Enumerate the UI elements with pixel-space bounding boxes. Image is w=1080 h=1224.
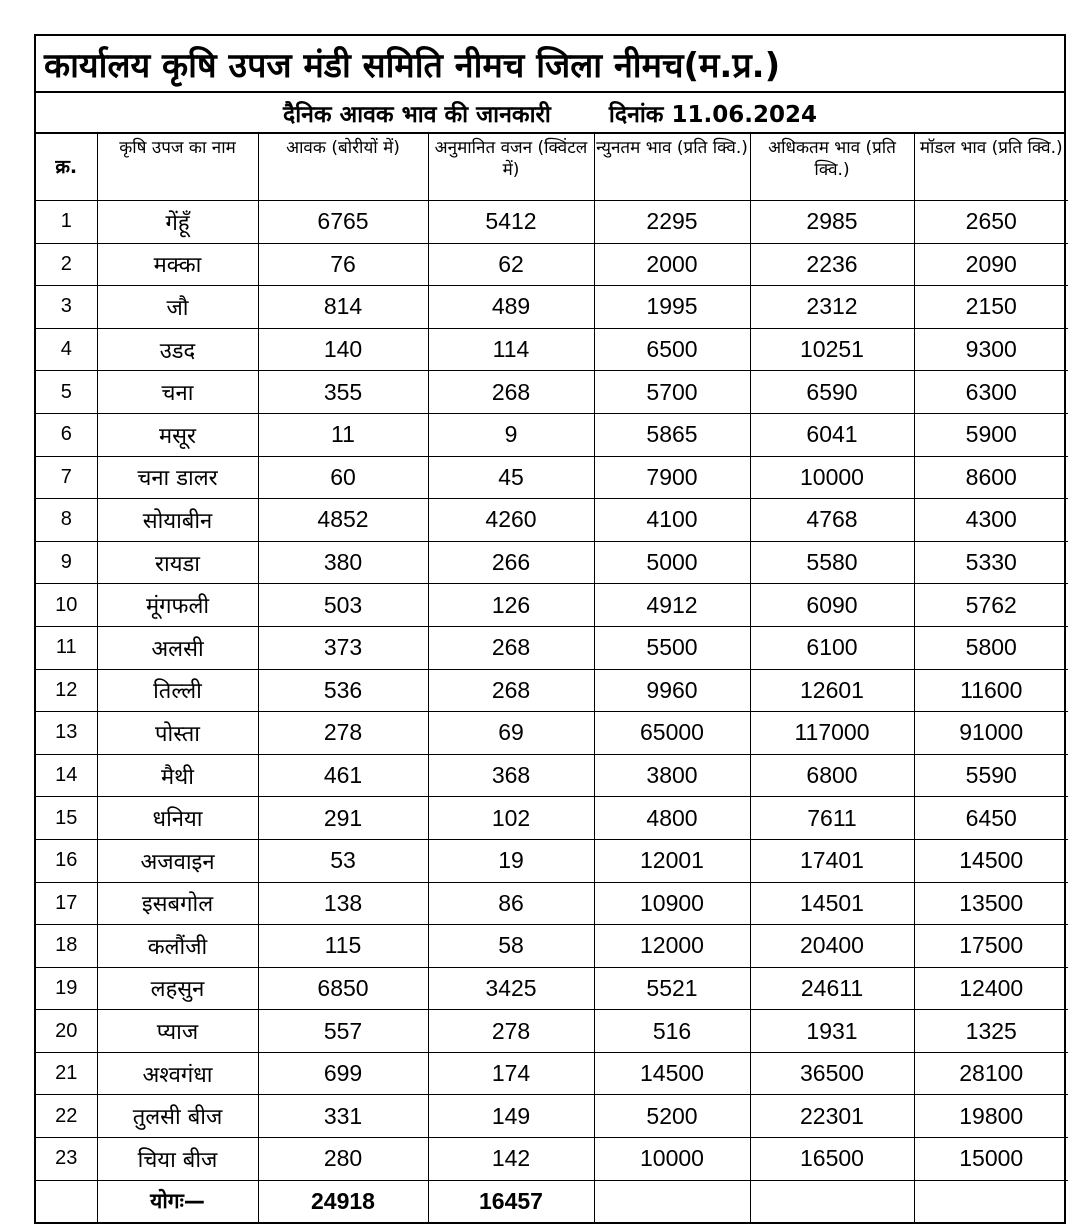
cell-crop-name: जौ	[97, 286, 258, 329]
table-row	[36, 1138, 1068, 1181]
cell-estimated-weight: 114	[428, 328, 594, 371]
cell-arrival: 291	[258, 797, 428, 840]
cell-modal-price: 6450	[914, 797, 1068, 840]
cell-max-price: 2985	[750, 201, 914, 244]
cell-modal-price: 6300	[914, 371, 1068, 414]
cell-crop-name: चना	[97, 371, 258, 414]
cell-estimated-weight: 58	[428, 925, 594, 968]
report-label: दैनिक आवक भाव की जानकारी	[283, 101, 551, 128]
cell-min-price: 5700	[594, 371, 750, 414]
cell-crop-name: कलौंजी	[97, 925, 258, 968]
cell-estimated-weight: 19	[428, 839, 594, 882]
cell-estimated-weight: 62	[428, 243, 594, 286]
cell-crop-name: अजवाइन	[97, 839, 258, 882]
cell-max-price: 16500	[750, 1138, 914, 1181]
cell-estimated-weight: 86	[428, 882, 594, 925]
cell-max-price: 6800	[750, 754, 914, 797]
cell-arrival: 503	[258, 584, 428, 627]
cell-modal-price: 5762	[914, 584, 1068, 627]
cell-max-price: 20400	[750, 925, 914, 968]
cell-crop-name: इसबगोल	[97, 882, 258, 925]
cell-min-price: 5865	[594, 413, 750, 456]
cell-serial: 16	[36, 839, 97, 882]
cell-arrival: 461	[258, 754, 428, 797]
cell-serial: 5	[36, 371, 97, 414]
cell-crop-name: तिल्ली	[97, 669, 258, 712]
table-row	[36, 754, 1068, 797]
table-row	[36, 839, 1068, 882]
table-row	[36, 286, 1068, 329]
cell-max-price: 117000	[750, 712, 914, 755]
table-row	[36, 541, 1068, 584]
cell-min-price: 4800	[594, 797, 750, 840]
cell-crop-name: अलसी	[97, 626, 258, 669]
table-row	[36, 712, 1068, 755]
cell-arrival: 11	[258, 413, 428, 456]
cell-max-price: 36500	[750, 1052, 914, 1095]
total-row	[36, 1180, 1068, 1222]
cell-min-price: 2295	[594, 201, 750, 244]
cell-modal-price: 4300	[914, 499, 1068, 542]
cell-estimated-weight: 174	[428, 1052, 594, 1095]
header-crop-name: कृषि उपज का नाम	[97, 134, 258, 201]
cell-max-price: 24611	[750, 967, 914, 1010]
table-row	[36, 456, 1068, 499]
cell-arrival: 115	[258, 925, 428, 968]
table-row	[36, 413, 1068, 456]
cell-serial: 8	[36, 499, 97, 542]
header-estimated-weight: अनुमानित वजन (क्विंटल में)	[428, 134, 594, 201]
cell-max-price: 2312	[750, 286, 914, 329]
cell-min-price: 9960	[594, 669, 750, 712]
cell-estimated-weight: 126	[428, 584, 594, 627]
cell-arrival: 380	[258, 541, 428, 584]
cell-crop-name: रायडा	[97, 541, 258, 584]
cell-serial: 12	[36, 669, 97, 712]
total-blank-cell	[594, 1180, 750, 1222]
cell-max-price: 4768	[750, 499, 914, 542]
cell-min-price: 4100	[594, 499, 750, 542]
cell-estimated-weight: 266	[428, 541, 594, 584]
header-max-price: अधिकतम भाव (प्रति क्वि.)	[750, 134, 914, 201]
cell-max-price: 6041	[750, 413, 914, 456]
cell-arrival: 536	[258, 669, 428, 712]
cell-crop-name: उडद	[97, 328, 258, 371]
cell-serial: 4	[36, 328, 97, 371]
cell-serial: 17	[36, 882, 97, 925]
cell-max-price: 22301	[750, 1095, 914, 1138]
mandi-price-sheet	[34, 34, 1066, 1224]
cell-estimated-weight: 102	[428, 797, 594, 840]
cell-max-price: 12601	[750, 669, 914, 712]
cell-crop-name: मूंगफली	[97, 584, 258, 627]
cell-serial: 9	[36, 541, 97, 584]
cell-arrival: 138	[258, 882, 428, 925]
cell-estimated-weight: 268	[428, 626, 594, 669]
cell-min-price: 12001	[594, 839, 750, 882]
cell-min-price: 1995	[594, 286, 750, 329]
cell-modal-price: 9300	[914, 328, 1068, 371]
cell-modal-price: 5900	[914, 413, 1068, 456]
cell-serial: 3	[36, 286, 97, 329]
table-row	[36, 882, 1068, 925]
cell-modal-price: 2150	[914, 286, 1068, 329]
total-blank-cell	[914, 1180, 1068, 1222]
header-modal-price: मॉडल भाव (प्रति क्वि.)	[914, 134, 1068, 201]
cell-crop-name: मसूर	[97, 413, 258, 456]
cell-crop-name: प्याज	[97, 1010, 258, 1053]
cell-max-price: 6090	[750, 584, 914, 627]
header-arrival: आवक (बोरीयों में)	[258, 134, 428, 201]
cell-serial: 21	[36, 1052, 97, 1095]
cell-min-price: 3800	[594, 754, 750, 797]
cell-crop-name: मक्का	[97, 243, 258, 286]
cell-crop-name: सोयाबीन	[97, 499, 258, 542]
cell-crop-name: चिया बीज	[97, 1138, 258, 1181]
cell-arrival: 355	[258, 371, 428, 414]
price-table	[36, 134, 1068, 1222]
office-title: कार्यालय कृषि उपज मंडी समिति नीमच जिला नीमच(म.प्र.)	[36, 36, 1064, 93]
cell-modal-price: 91000	[914, 712, 1068, 755]
total-arrival: 24918	[258, 1180, 428, 1222]
table-row	[36, 967, 1068, 1010]
cell-max-price: 1931	[750, 1010, 914, 1053]
report-subtitle	[36, 93, 1064, 134]
cell-modal-price: 12400	[914, 967, 1068, 1010]
table-row	[36, 1095, 1068, 1138]
cell-min-price: 6500	[594, 328, 750, 371]
cell-modal-price: 11600	[914, 669, 1068, 712]
cell-modal-price: 19800	[914, 1095, 1068, 1138]
cell-serial: 2	[36, 243, 97, 286]
cell-crop-name: मैथी	[97, 754, 258, 797]
cell-estimated-weight: 5412	[428, 201, 594, 244]
cell-crop-name: अश्वगंधा	[97, 1052, 258, 1095]
cell-min-price: 5521	[594, 967, 750, 1010]
cell-serial: 13	[36, 712, 97, 755]
cell-estimated-weight: 45	[428, 456, 594, 499]
cell-estimated-weight: 278	[428, 1010, 594, 1053]
cell-estimated-weight: 489	[428, 286, 594, 329]
cell-max-price: 6590	[750, 371, 914, 414]
cell-max-price: 14501	[750, 882, 914, 925]
cell-min-price: 10000	[594, 1138, 750, 1181]
cell-arrival: 278	[258, 712, 428, 755]
cell-estimated-weight: 268	[428, 371, 594, 414]
cell-modal-price: 15000	[914, 1138, 1068, 1181]
cell-serial: 7	[36, 456, 97, 499]
cell-max-price: 17401	[750, 839, 914, 882]
cell-min-price: 5500	[594, 626, 750, 669]
cell-crop-name: लहसुन	[97, 967, 258, 1010]
cell-min-price: 65000	[594, 712, 750, 755]
cell-arrival: 76	[258, 243, 428, 286]
cell-min-price: 2000	[594, 243, 750, 286]
report-date: दिनांक 11.06.2024	[608, 101, 817, 128]
table-row	[36, 797, 1068, 840]
cell-serial: 18	[36, 925, 97, 968]
cell-modal-price: 14500	[914, 839, 1068, 882]
cell-crop-name: धनिया	[97, 797, 258, 840]
table-row	[36, 925, 1068, 968]
table-row	[36, 328, 1068, 371]
table-row	[36, 584, 1068, 627]
cell-arrival: 557	[258, 1010, 428, 1053]
header-serial: क्र.	[36, 134, 97, 201]
cell-serial: 22	[36, 1095, 97, 1138]
cell-min-price: 516	[594, 1010, 750, 1053]
cell-modal-price: 2090	[914, 243, 1068, 286]
table-row	[36, 371, 1068, 414]
total-blank-cell	[36, 1180, 97, 1222]
cell-max-price: 7611	[750, 797, 914, 840]
table-row	[36, 669, 1068, 712]
cell-estimated-weight: 9	[428, 413, 594, 456]
cell-arrival: 53	[258, 839, 428, 882]
cell-min-price: 7900	[594, 456, 750, 499]
cell-min-price: 4912	[594, 584, 750, 627]
cell-modal-price: 2650	[914, 201, 1068, 244]
cell-arrival: 814	[258, 286, 428, 329]
cell-arrival: 6765	[258, 201, 428, 244]
table-row	[36, 201, 1068, 244]
cell-estimated-weight: 268	[428, 669, 594, 712]
cell-crop-name: चना डालर	[97, 456, 258, 499]
cell-max-price: 6100	[750, 626, 914, 669]
table-row	[36, 243, 1068, 286]
cell-estimated-weight: 149	[428, 1095, 594, 1138]
cell-modal-price: 5590	[914, 754, 1068, 797]
cell-serial: 20	[36, 1010, 97, 1053]
cell-max-price: 10251	[750, 328, 914, 371]
cell-max-price: 2236	[750, 243, 914, 286]
cell-crop-name: तुलसी बीज	[97, 1095, 258, 1138]
cell-modal-price: 8600	[914, 456, 1068, 499]
cell-serial: 19	[36, 967, 97, 1010]
total-label: योगः—	[97, 1180, 258, 1222]
cell-estimated-weight: 3425	[428, 967, 594, 1010]
cell-min-price: 12000	[594, 925, 750, 968]
header-min-price: न्युनतम भाव (प्रति क्वि.)	[594, 134, 750, 201]
cell-estimated-weight: 69	[428, 712, 594, 755]
table-row	[36, 1052, 1068, 1095]
cell-arrival: 280	[258, 1138, 428, 1181]
cell-arrival: 331	[258, 1095, 428, 1138]
cell-serial: 15	[36, 797, 97, 840]
cell-min-price: 5000	[594, 541, 750, 584]
cell-modal-price: 5330	[914, 541, 1068, 584]
cell-serial: 1	[36, 201, 97, 244]
cell-modal-price: 13500	[914, 882, 1068, 925]
cell-min-price: 10900	[594, 882, 750, 925]
cell-max-price: 5580	[750, 541, 914, 584]
cell-min-price: 5200	[594, 1095, 750, 1138]
cell-estimated-weight: 368	[428, 754, 594, 797]
cell-arrival: 699	[258, 1052, 428, 1095]
cell-serial: 6	[36, 413, 97, 456]
cell-min-price: 14500	[594, 1052, 750, 1095]
cell-estimated-weight: 142	[428, 1138, 594, 1181]
cell-modal-price: 5800	[914, 626, 1068, 669]
cell-serial: 23	[36, 1138, 97, 1181]
cell-crop-name: गेंहूँ	[97, 201, 258, 244]
cell-arrival: 373	[258, 626, 428, 669]
table-row	[36, 499, 1068, 542]
table-header-row	[36, 134, 1068, 201]
cell-serial: 10	[36, 584, 97, 627]
cell-crop-name: पोस्ता	[97, 712, 258, 755]
cell-modal-price: 28100	[914, 1052, 1068, 1095]
cell-estimated-weight: 4260	[428, 499, 594, 542]
cell-max-price: 10000	[750, 456, 914, 499]
table-row	[36, 1010, 1068, 1053]
cell-serial: 11	[36, 626, 97, 669]
cell-serial: 14	[36, 754, 97, 797]
cell-arrival: 140	[258, 328, 428, 371]
table-row	[36, 626, 1068, 669]
cell-modal-price: 1325	[914, 1010, 1068, 1053]
cell-arrival: 4852	[258, 499, 428, 542]
cell-modal-price: 17500	[914, 925, 1068, 968]
total-weight: 16457	[428, 1180, 594, 1222]
cell-arrival: 60	[258, 456, 428, 499]
total-blank-cell	[750, 1180, 914, 1222]
cell-arrival: 6850	[258, 967, 428, 1010]
